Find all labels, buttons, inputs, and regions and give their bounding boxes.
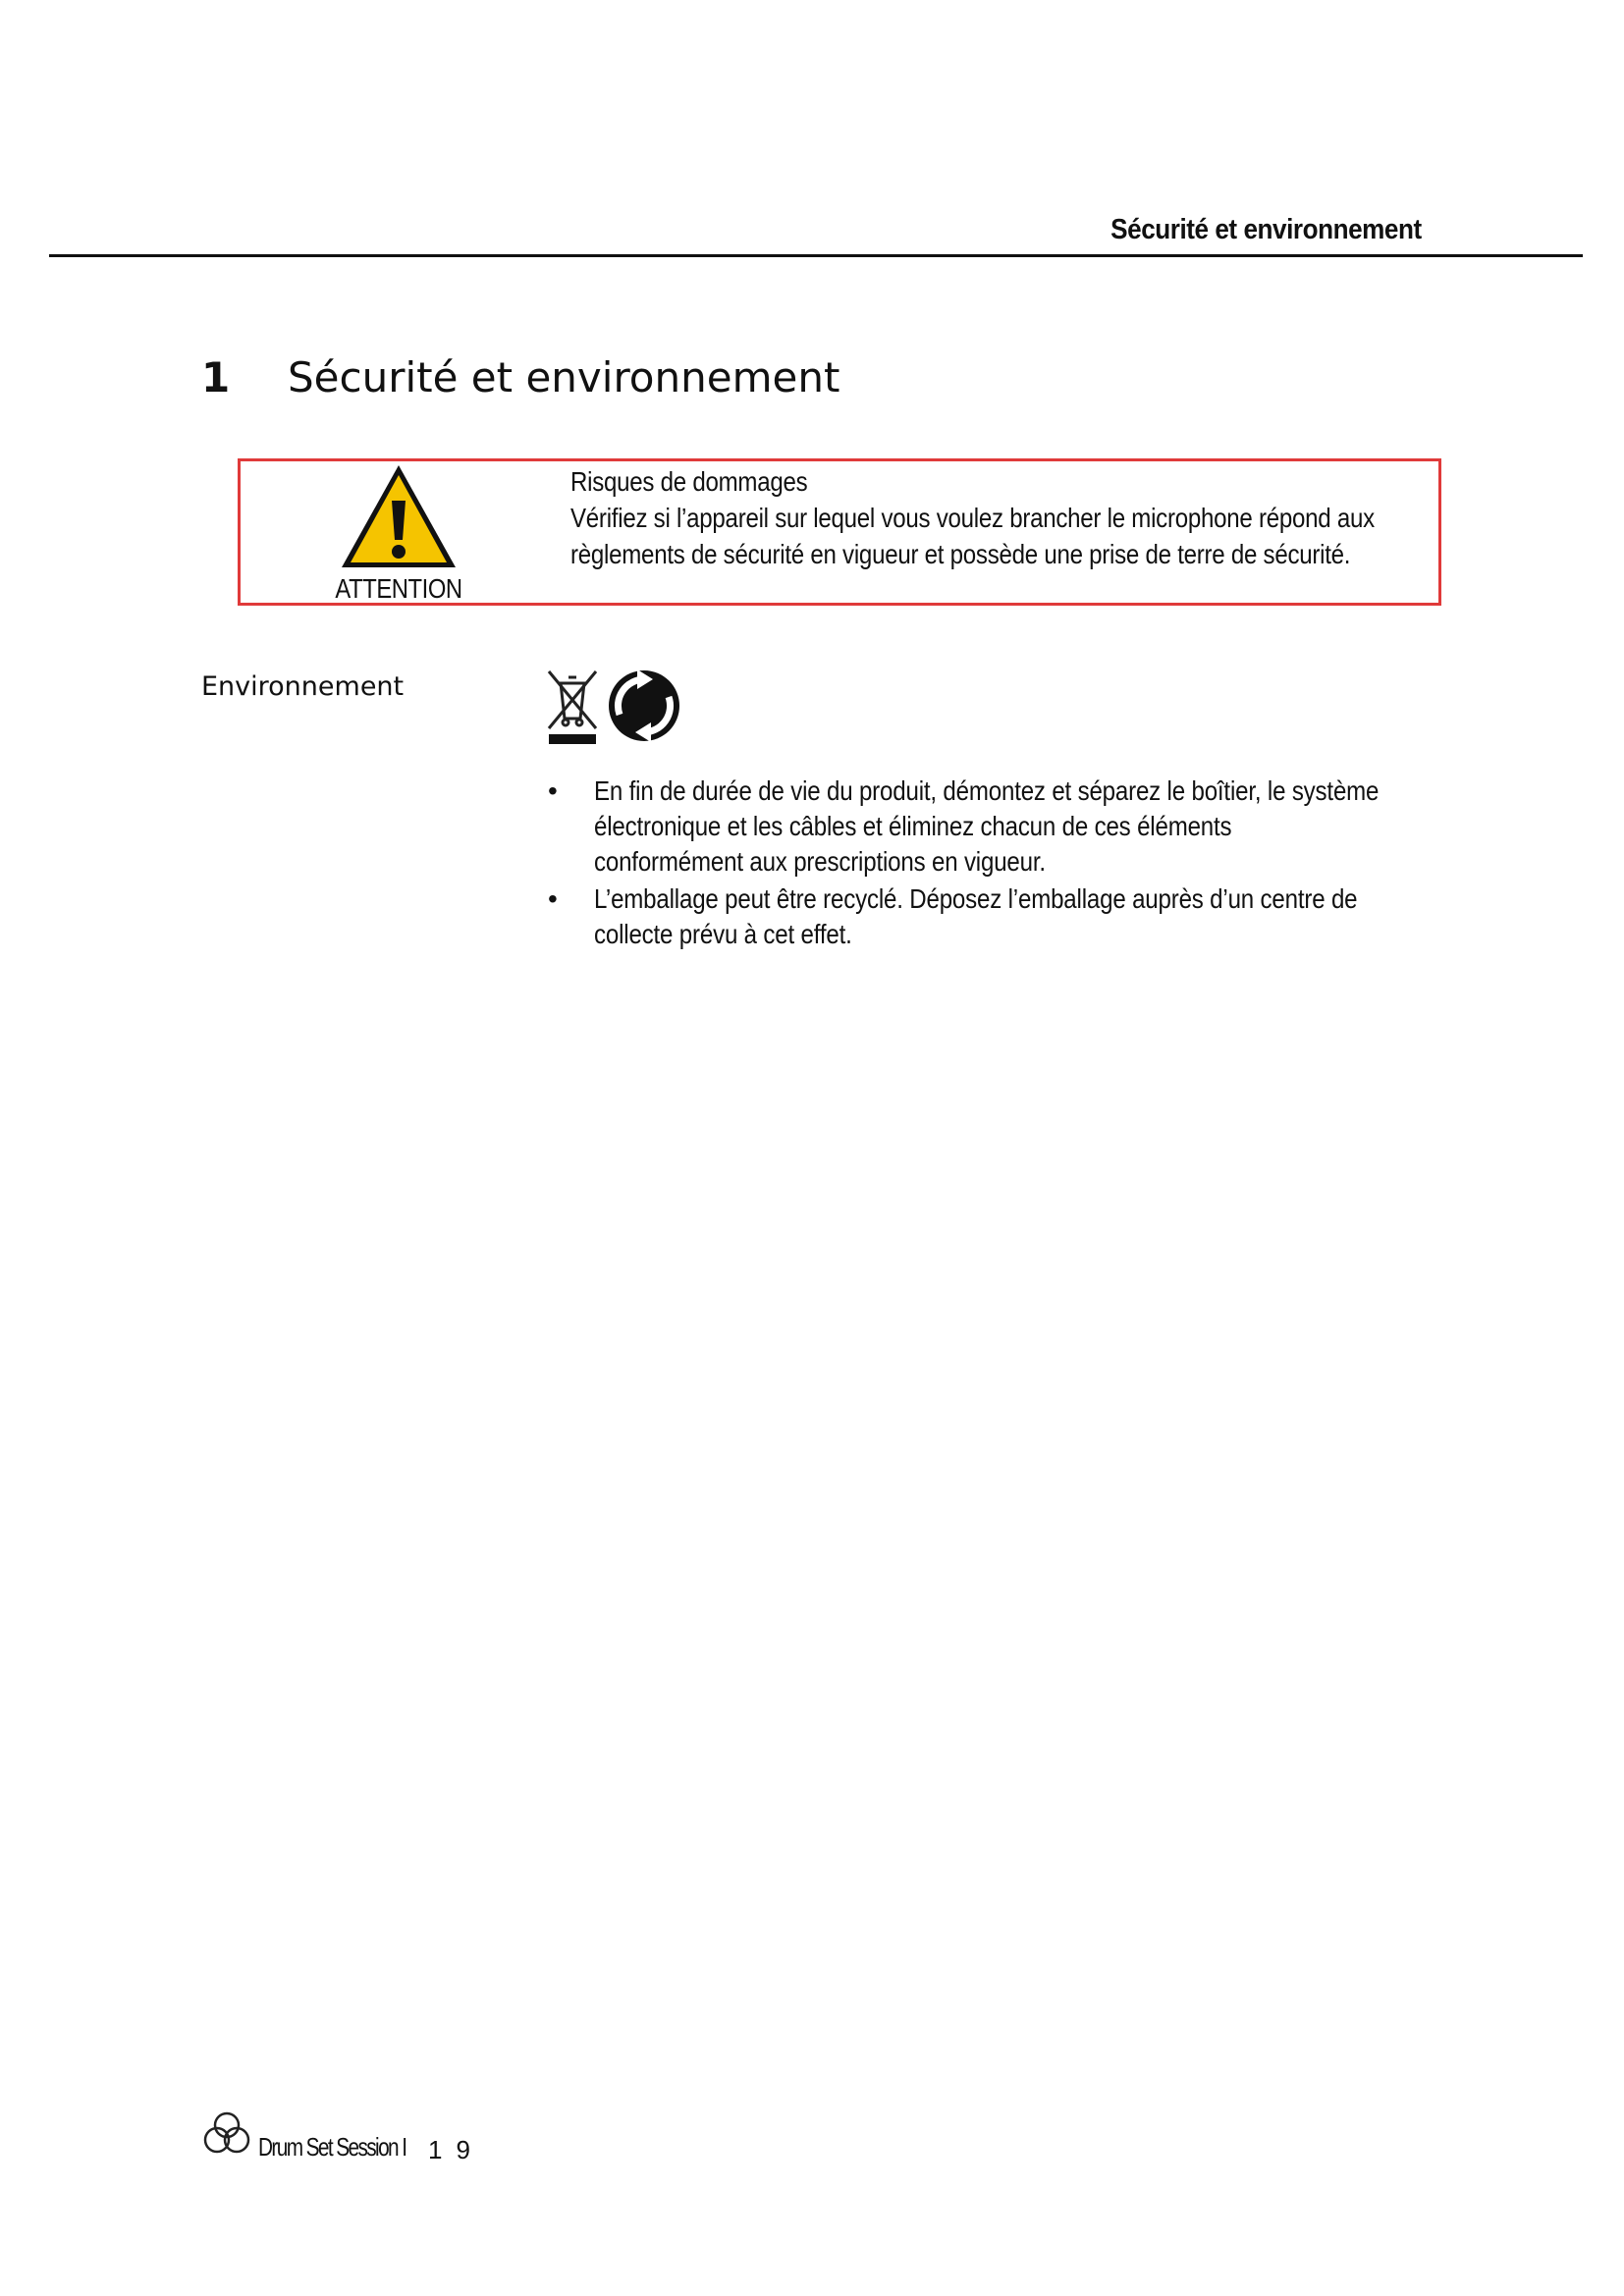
page-number: 19 [428, 2135, 484, 2164]
warning-line-1: Vérifiez si l’appareil sur lequel vous voulez brancher le microphone répond aux [570, 503, 1375, 533]
brand-logo-icon [201, 2109, 252, 2164]
chapter-title [201, 353, 839, 401]
chapter-number: 1 [201, 353, 231, 401]
warning-triangle-icon [338, 461, 460, 571]
weee-crossed-bin-icon [545, 667, 600, 751]
green-dot-recycling-icon [606, 667, 682, 749]
warning-line-2: règlements de sécurité en vigueur et possède une prise de terre de sécurité. [570, 539, 1351, 569]
warning-text [570, 463, 1375, 572]
footer [201, 2109, 443, 2164]
bullet-text: L’emballage peut être recyclé. Déposez l’emballage auprès d’un centre de collecte prévu à cet effet. [594, 883, 1358, 949]
footer-product: Drum Set Session I [258, 2132, 406, 2162]
header-rule [49, 254, 1583, 257]
list-item [543, 881, 1446, 952]
list-item [543, 774, 1446, 880]
chapter-title-text: Sécurité et environnement [288, 353, 840, 401]
environment-bullets [543, 774, 1446, 954]
bullet-icon: • [548, 883, 558, 914]
environment-icons [545, 667, 682, 751]
warning-caption: ATTENTION [335, 573, 462, 604]
bullet-text: En fin de durée de vie du produit, démontez et séparez le boîtier, le système électronique et les câbles et éliminez chacun de ces éléments conformément aux prescriptions en vigueur. [594, 775, 1380, 877]
warning-box [238, 458, 1441, 606]
warning-icon-block [335, 461, 462, 607]
bullet-icon: • [548, 775, 558, 806]
environment-label: Environnement [201, 671, 405, 702]
running-header: Sécurité et environnement [1110, 214, 1422, 245]
warning-heading: Risques de dommages [570, 466, 808, 497]
